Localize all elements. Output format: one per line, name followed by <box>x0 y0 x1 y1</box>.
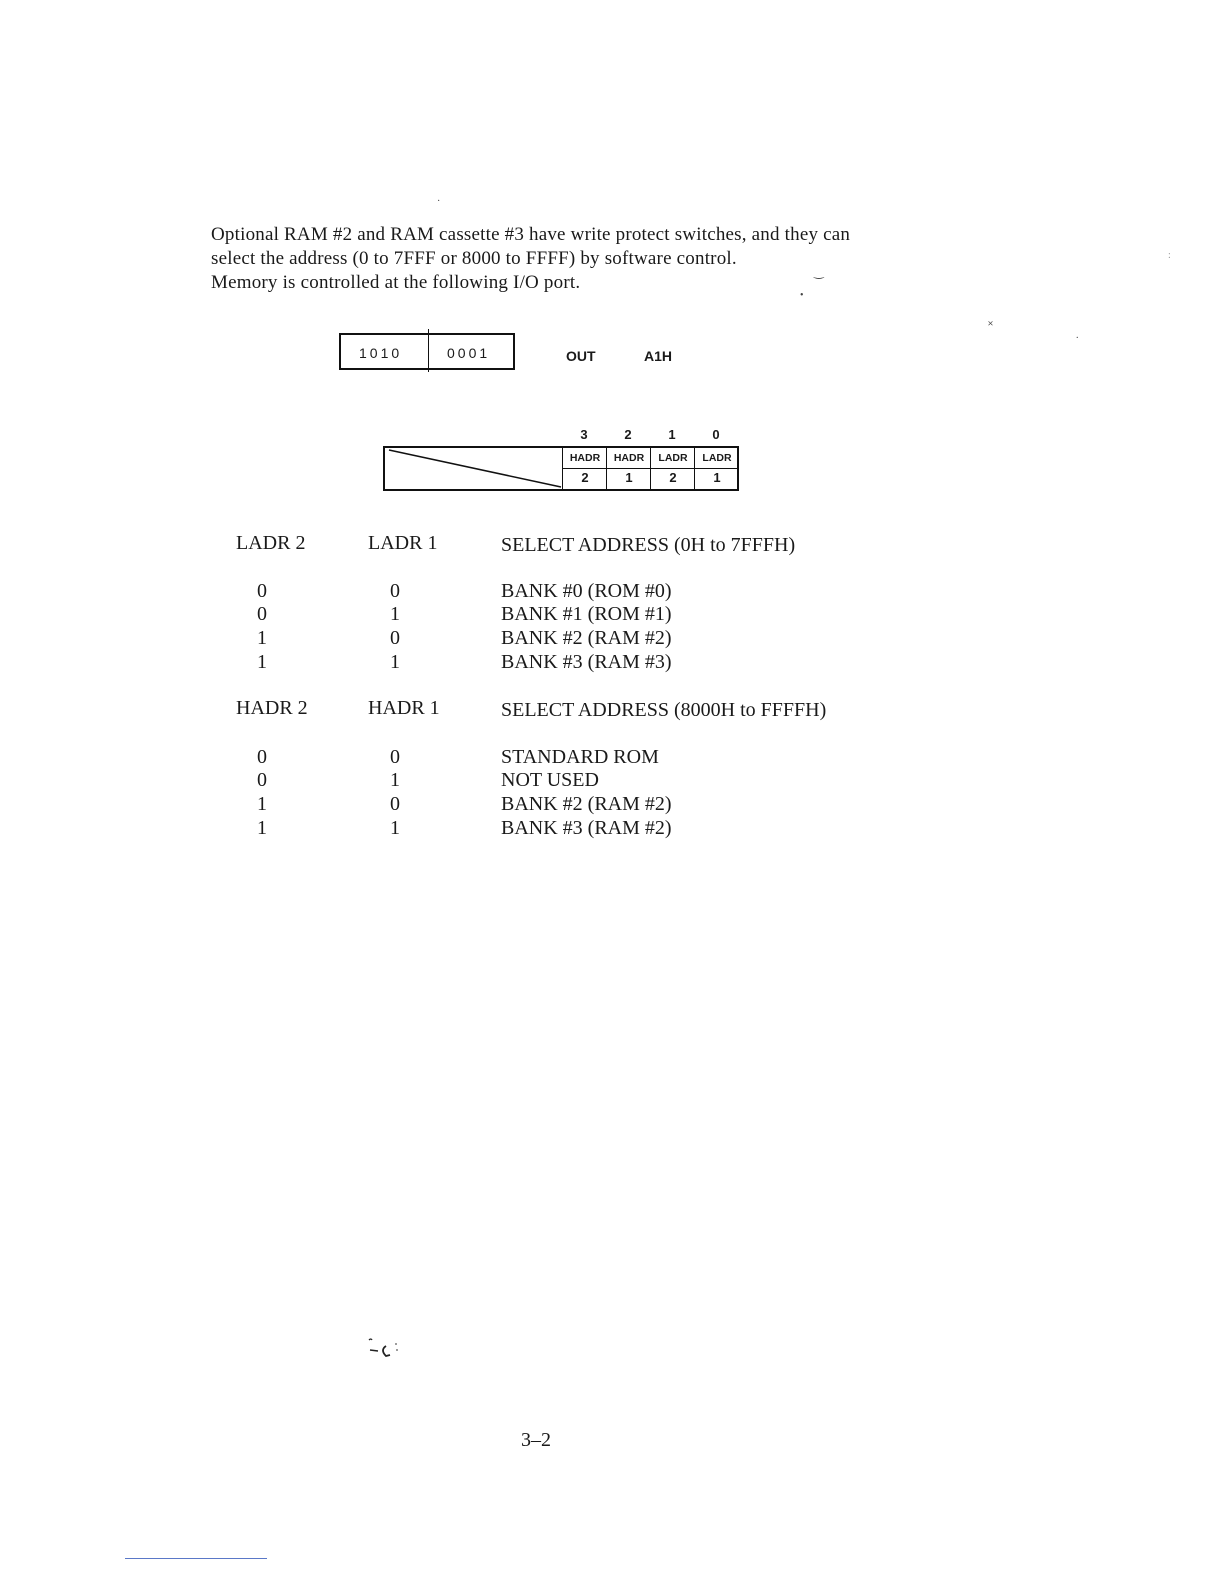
port-address: A1H <box>644 348 673 364</box>
table-cell: 1 <box>257 627 267 649</box>
nibble-divider <box>428 329 429 372</box>
table-cell: BANK #3 (RAM #3) <box>501 651 672 673</box>
table-header: SELECT ADDRESS (0H to 7FFFH) <box>501 534 796 556</box>
unused-bits-hatch <box>385 448 565 489</box>
port-operation: OUT <box>566 348 596 364</box>
bit-name: HADR <box>569 452 601 464</box>
io-port-box <box>339 333 515 370</box>
bit-name: LADR <box>702 452 732 464</box>
table-header: SELECT ADDRESS (8000H to FFFFH) <box>501 699 827 721</box>
bit-number: 2 <box>624 427 632 442</box>
scan-speck: : <box>1168 250 1171 261</box>
table-cell: 0 <box>390 746 400 768</box>
register-diagram <box>383 446 739 491</box>
table-cell: 1 <box>390 817 400 839</box>
table-cell: 1 <box>390 651 400 673</box>
register-bit-cell <box>606 448 651 489</box>
table-cell: 0 <box>257 580 267 602</box>
table-cell: 0 <box>257 603 267 625</box>
table-cell: BANK #3 (RAM #2) <box>501 817 672 839</box>
register-bit-cell <box>562 448 607 489</box>
bit-sub: 2 <box>581 470 589 485</box>
port-low-nibble: 0001 <box>447 345 491 361</box>
intro-line: Optional RAM #2 and RAM cassette #3 have write protect switches, and they can <box>211 224 851 245</box>
table-cell: 1 <box>257 651 267 673</box>
table-cell: STANDARD ROM <box>501 746 659 768</box>
bit-name: LADR <box>658 452 688 464</box>
bit-number: 0 <box>712 427 720 442</box>
table-cell: 1 <box>390 603 400 625</box>
table-header: HADR 2 <box>236 697 308 719</box>
scan-speck: . <box>1076 330 1079 341</box>
table-cell: 0 <box>257 769 267 791</box>
bit-name: HADR <box>613 452 645 464</box>
scan-speck: ‿ <box>814 265 824 279</box>
scan-speck: ˟ <box>988 318 993 333</box>
scan-speck: • <box>800 290 804 301</box>
cell-divider <box>607 468 651 469</box>
table-cell: 0 <box>257 746 267 768</box>
table-cell: 0 <box>390 793 400 815</box>
table-cell: BANK #0 (ROM #0) <box>501 580 672 602</box>
table-header: LADR 1 <box>368 532 438 554</box>
bottom-rule <box>125 1558 267 1559</box>
scan-speck: · <box>437 196 441 207</box>
bit-sub: 1 <box>713 470 721 485</box>
scan-smudge <box>366 1336 406 1362</box>
cell-divider <box>695 468 739 469</box>
port-high-nibble: 1010 <box>359 345 403 361</box>
intro-line: Memory is controlled at the following I/O port. <box>211 272 581 293</box>
table-cell: 1 <box>257 817 267 839</box>
intro-paragraph <box>211 223 991 295</box>
table-header: LADR 2 <box>236 532 306 554</box>
table-cell: 1 <box>257 793 267 815</box>
table-cell: BANK #1 (ROM #1) <box>501 603 672 625</box>
register-bit-cell <box>694 448 739 489</box>
bit-sub: 1 <box>625 470 633 485</box>
register-bit-cell <box>650 448 695 489</box>
cell-divider <box>563 468 607 469</box>
intro-line: select the address (0 to 7FFF or 8000 to FFFF) by software control. <box>211 248 737 269</box>
table-cell: 0 <box>390 627 400 649</box>
table-cell: BANK #2 (RAM #2) <box>501 627 672 649</box>
table-cell: BANK #2 (RAM #2) <box>501 793 672 815</box>
table-cell: 0 <box>390 580 400 602</box>
page-number: 3–2 <box>521 1429 551 1451</box>
table-cell: NOT USED <box>501 769 599 791</box>
bit-sub: 2 <box>669 470 677 485</box>
table-header: HADR 1 <box>368 697 440 719</box>
cell-divider <box>651 468 695 469</box>
bit-number: 3 <box>580 427 588 442</box>
bit-number: 1 <box>668 427 676 442</box>
table-cell: 1 <box>390 769 400 791</box>
